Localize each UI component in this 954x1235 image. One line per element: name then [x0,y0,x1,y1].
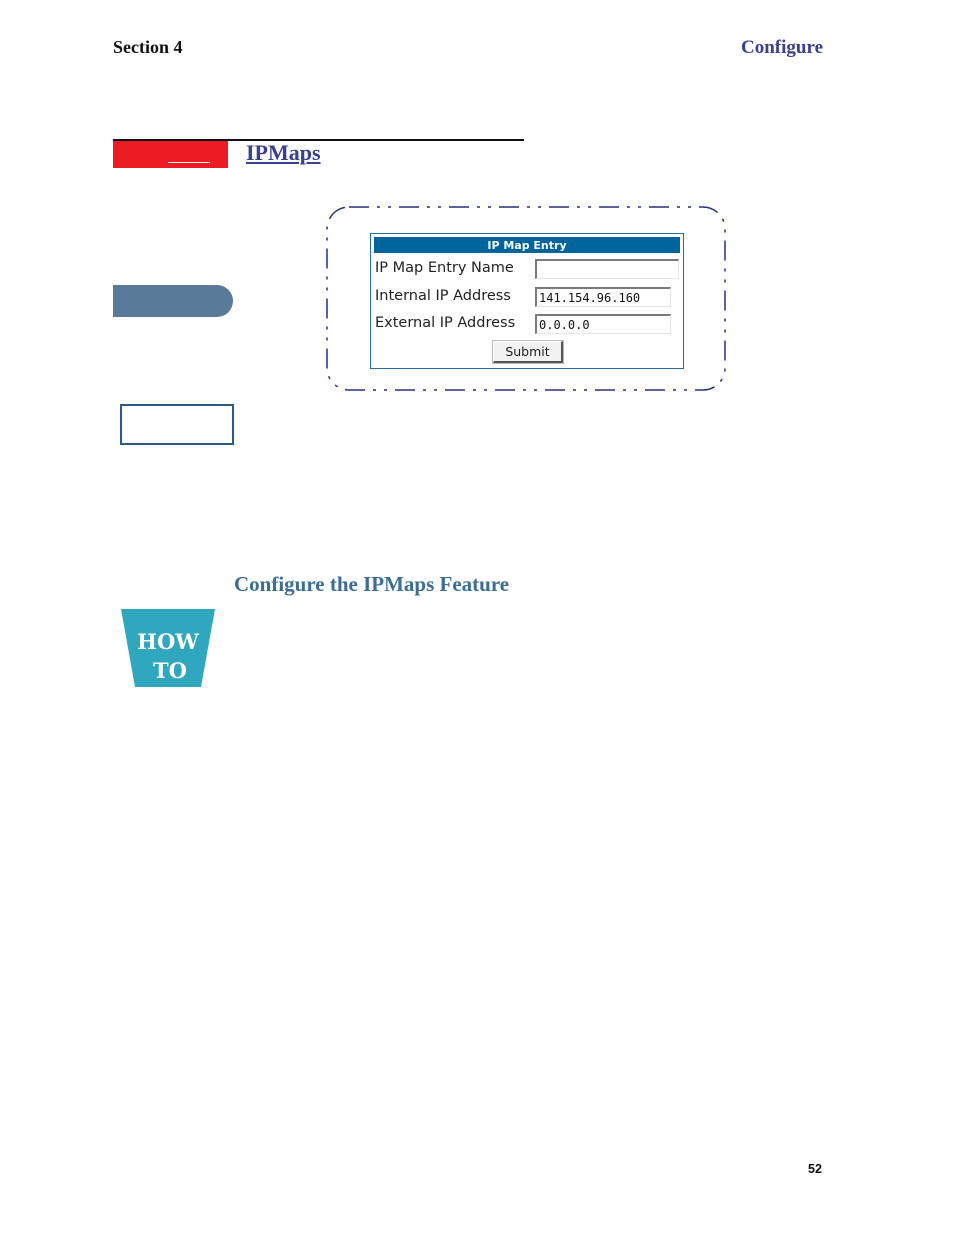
page-number: 52 [808,1162,822,1176]
topic-marker-underline [168,162,210,163]
external-ip-input[interactable]: 0.0.0.0 [535,314,671,334]
how-to-badge-line2: TO [153,658,187,683]
topic-marker-block [113,141,228,168]
external-ip-label: External IP Address [375,315,516,331]
how-to-badge-line1: HOW [137,629,199,654]
submit-button[interactable]: Submit [493,341,563,363]
section-label: Section 4 [113,37,183,57]
how-to-badge-icon [121,608,215,688]
howto-heading: Configure the IPMaps Feature [234,572,510,596]
chapter-label: Configure [741,37,823,58]
margin-outline-box [120,404,234,445]
entry-name-input[interactable] [535,259,679,279]
ip-map-entry-panel [370,233,684,369]
ipmaps-heading-link[interactable]: IPMaps [246,140,321,165]
entry-name-label: IP Map Entry Name [375,260,514,276]
panel-title: IP Map Entry [374,237,680,253]
internal-ip-input[interactable]: 141.154.96.160 [535,287,671,307]
margin-tab-pill [113,285,233,317]
internal-ip-label: Internal IP Address [375,288,511,304]
